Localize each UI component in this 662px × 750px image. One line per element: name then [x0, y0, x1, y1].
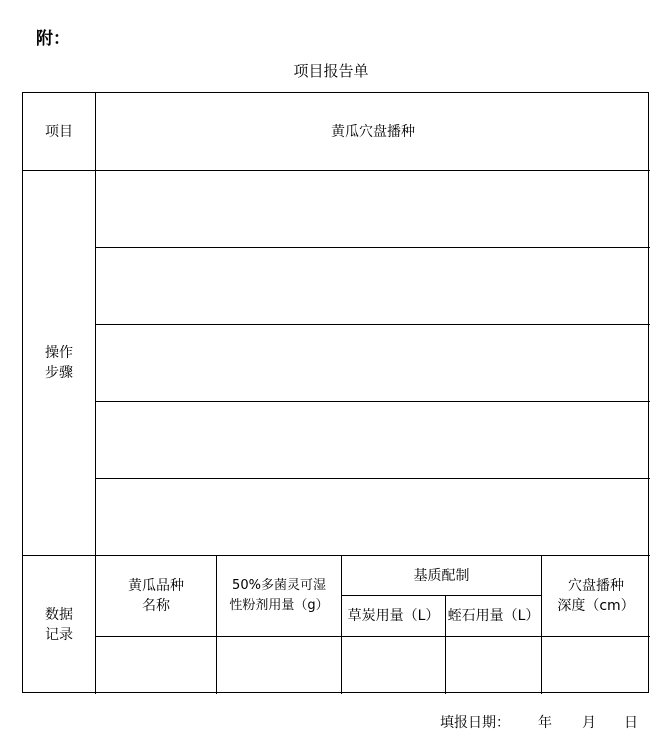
project-label: 项目: [45, 123, 73, 140]
steps-label-line2: 步骤: [45, 365, 73, 381]
peat-header: [342, 596, 445, 636]
fungicide-value-cell[interactable]: [217, 637, 341, 694]
variety-line1: 黄瓜品种: [128, 578, 184, 594]
peat-value-cell[interactable]: [342, 637, 445, 694]
depth-line2: 深度（cm）: [557, 598, 635, 614]
depth-header: [542, 556, 650, 636]
variety-line2: 名称: [142, 598, 170, 614]
fungicide-line1: 50%多菌灵可湿: [232, 578, 326, 593]
project-label-cell: [23, 93, 95, 170]
date-day: 日: [624, 715, 638, 731]
step-row-4[interactable]: [96, 402, 650, 478]
attachment-label: 附：: [36, 29, 70, 49]
substrate-label: 基质配制: [413, 567, 470, 584]
date-year: 年: [538, 715, 552, 731]
project-value-cell: [96, 93, 650, 170]
variety-header: [96, 556, 216, 636]
substrate-header: [342, 556, 541, 595]
page-title: 项目报告单: [293, 62, 369, 80]
data-label-line2: 记录: [45, 627, 73, 643]
step-row-2[interactable]: [96, 248, 650, 324]
depth-value-cell[interactable]: [542, 637, 650, 694]
fungicide-line2: 性粉剂用量（g）: [229, 598, 329, 613]
vermiculite-label: 蛭石用量（L）: [447, 608, 540, 624]
steps-label-line1: 操作: [45, 345, 73, 361]
step-row-1[interactable]: [96, 171, 650, 247]
fungicide-header: [217, 556, 341, 636]
data-label-cell: [23, 556, 95, 694]
vermiculite-value-cell[interactable]: [446, 637, 541, 694]
peat-label: 草炭用量（L）: [347, 608, 440, 624]
step-row-3[interactable]: [96, 325, 650, 401]
data-label-line1: 数据: [45, 607, 73, 623]
date-label: 填报日期：: [440, 715, 510, 731]
project-value: 黄瓜穴盘播种: [331, 123, 415, 140]
step-row-5[interactable]: [96, 479, 650, 555]
report-table: [22, 92, 649, 693]
depth-line1: 穴盘播种: [568, 578, 624, 594]
variety-value-cell[interactable]: [96, 637, 216, 694]
vermiculite-header: [446, 596, 541, 636]
steps-label-cell: [23, 171, 95, 555]
date-month: 月: [582, 715, 596, 731]
